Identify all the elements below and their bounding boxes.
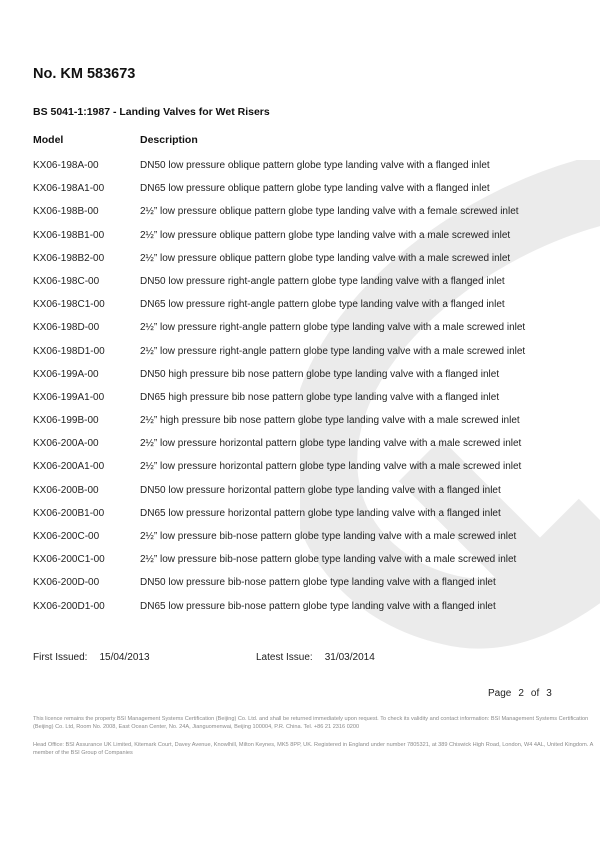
first-issued	[33, 652, 150, 663]
first-issued-label: First Issued:	[33, 652, 88, 663]
table-row	[33, 343, 593, 366]
table-row	[33, 412, 593, 435]
description-cell: DN50 low pressure horizontal pattern globe type landing valve with a flanged inlet	[140, 484, 501, 496]
page-total: 3	[546, 688, 552, 699]
model-cell: KX06-198D1-00	[33, 345, 105, 357]
model-cell: KX06-198C-00	[33, 275, 100, 287]
table-row	[33, 551, 593, 574]
description-cell: DN65 high pressure bib nose pattern globe type landing valve with a flanged inlet	[140, 391, 500, 403]
model-cell: KX06-198B-00	[33, 206, 99, 218]
description-cell: DN50 low pressure oblique pattern globe type landing valve with a flanged inlet	[140, 160, 490, 171]
table-row	[33, 273, 593, 296]
model-cell: KX06-198D-00	[33, 322, 100, 334]
description-cell: DN65 low pressure bib-nose pattern globe type landing valve with a flanged inlet	[140, 600, 496, 612]
page-current: 2	[518, 688, 524, 699]
table-row	[33, 598, 593, 621]
table-row	[33, 250, 593, 273]
model-cell: KX06-200D-00	[33, 577, 100, 589]
description-cell: 2½” high pressure bib nose pattern globe type landing valve with a male screwed inlet	[140, 415, 520, 427]
table-row	[33, 319, 593, 342]
model-cell: KX06-199B-00	[33, 415, 99, 427]
model-cell: KX06-198B2-00	[33, 252, 105, 264]
description-cell: 2½” low pressure horizontal pattern globe type landing valve with a male screwed inlet	[140, 438, 522, 450]
model-cell: KX06-198C1-00	[33, 299, 105, 311]
table-row	[33, 482, 593, 505]
footer-licence-text: This licence remains the property BSI Management Systems Certification (Beijing) Co. Ltd. and shall be returned immediately upon request. To check its validity and contact information: BSI Management Systems Certification (Beijing) Co. Ltd, Room No. 2008, East Ocean Center, No. 24A, Jianguomenwai, Beijing 100004, P.R. China. Tel. +86 21 2316 0200	[33, 716, 589, 730]
model-cell: KX06-199A1-00	[33, 391, 105, 403]
model-cell: KX06-200B1-00	[33, 507, 105, 519]
latest-issue-date: 31/03/2014	[324, 652, 375, 663]
description-cell: 2½” low pressure bib-nose pattern globe type landing valve with a male screwed inlet	[140, 531, 517, 542]
page-of-label: of	[530, 688, 540, 699]
description-cell: DN50 low pressure right-angle pattern globe type landing valve with a flanged inlet	[140, 275, 505, 287]
model-cell: KX06-198A1-00	[33, 183, 105, 195]
model-cell: KX06-199A-00	[33, 368, 99, 380]
description-cell: 2½” low pressure bib-nose pattern globe type landing valve with a male screwed inlet	[140, 554, 517, 566]
description-cell: 2½” low pressure right-angle pattern globe type landing valve with a male screwed inlet	[140, 345, 526, 357]
standard-title: BS 5041-1:1987 - Landing Valves for Wet Risers	[33, 106, 270, 118]
description-cell: DN65 low pressure oblique pattern globe type landing valve with a flanged inlet	[140, 183, 490, 195]
model-cell: KX06-200C1-00	[33, 554, 105, 566]
model-cell: KX06-200C-00	[33, 531, 100, 542]
table-row	[33, 366, 593, 389]
table-row	[33, 227, 593, 250]
table-row	[33, 180, 593, 203]
table-row	[33, 203, 593, 226]
description-cell: DN50 low pressure bib-nose pattern globe type landing valve with a flanged inlet	[140, 577, 496, 589]
description-cell: 2½” low pressure oblique pattern globe type landing valve with a female screwed inlet	[140, 206, 519, 218]
model-cell: KX06-200D1-00	[33, 600, 105, 612]
description-cell: 2½” low pressure right-angle pattern globe type landing valve with a male screwed inlet	[140, 322, 526, 334]
model-cell: KX06-200A-00	[33, 438, 99, 450]
model-cell: KX06-200B-00	[33, 484, 99, 496]
footer-head-office-text: Head Office: BSI Assurance UK Limited, Kitemark Court, Davey Avenue, Knowlhill, Milton Keynes, MK5 8PP, UK. Registered in England under number 7805321, at 389 Chiswick High Road, London, W4 4AL, United Kingdom. A member of the BSI Group of Companies	[33, 742, 593, 756]
page-number	[488, 688, 559, 699]
column-header-description: Description	[140, 134, 198, 146]
table-row	[33, 458, 593, 481]
description-cell: 2½” low pressure oblique pattern globe type landing valve with a male screwed inlet	[140, 229, 511, 241]
model-cell: KX06-198B1-00	[33, 229, 105, 241]
column-header-model: Model	[33, 134, 64, 146]
model-table	[33, 157, 593, 621]
latest-issue	[256, 652, 375, 663]
description-cell: 2½” low pressure oblique pattern globe type landing valve with a male screwed inlet	[140, 252, 511, 264]
table-row	[33, 435, 593, 458]
first-issued-date: 15/04/2013	[99, 652, 150, 663]
model-cell: KX06-200A1-00	[33, 461, 105, 473]
certificate-number: No. KM 583673	[33, 66, 136, 82]
table-row	[33, 528, 593, 551]
model-cell: KX06-198A-00	[33, 160, 99, 171]
table-row	[33, 574, 593, 597]
description-cell: DN65 low pressure horizontal pattern globe type landing valve with a flanged inlet	[140, 507, 501, 519]
description-cell: DN50 high pressure bib nose pattern globe type landing valve with a flanged inlet	[140, 368, 500, 380]
description-cell: DN65 low pressure right-angle pattern globe type landing valve with a flanged inlet	[140, 299, 505, 311]
description-cell: 2½” low pressure horizontal pattern globe type landing valve with a male screwed inlet	[140, 461, 522, 473]
page-label: Page	[488, 688, 512, 699]
latest-issue-label: Latest Issue:	[256, 652, 313, 663]
table-row	[33, 505, 593, 528]
table-row	[33, 157, 593, 180]
table-row	[33, 389, 593, 412]
table-row	[33, 296, 593, 319]
